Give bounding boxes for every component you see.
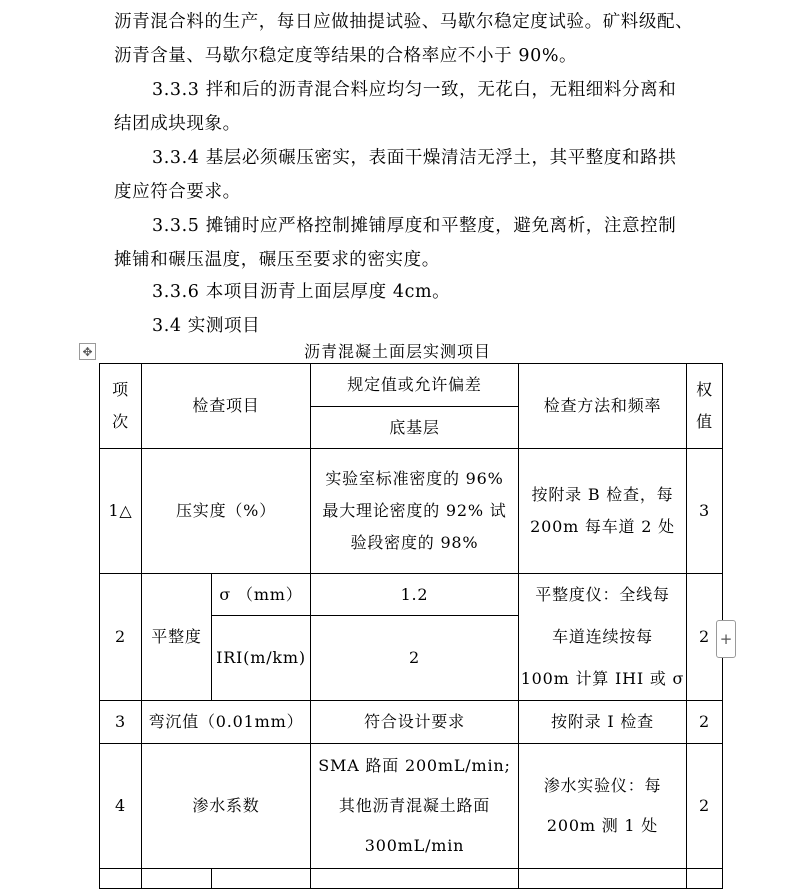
row-item-cell: 压实度（%） [142, 449, 311, 574]
body-paragraph-line: 沥青混合料的生产，每日应做抽提试验、马歇尔稳定度试验。矿料级配、 [114, 12, 694, 32]
table-row [100, 701, 723, 744]
header-no-cell [100, 364, 142, 449]
method-line: 平整度仪：全线每 [535, 585, 670, 604]
header-method-cell: 检查方法和频率 [519, 364, 687, 449]
header-no-line: 项 [112, 380, 129, 399]
row-item-cell: 平整度 [142, 574, 212, 701]
row-method-cell [519, 449, 687, 574]
row-no-cell: 3 [100, 701, 142, 744]
header-weight-cell [687, 364, 723, 449]
row-subitem-cell [212, 869, 311, 889]
row-subitem-cell: IRI(m/km) [212, 616, 311, 701]
spec-line: 最大理论密度的 92% 试 [322, 501, 507, 520]
row-spec-cell [311, 869, 519, 889]
method-line: 按附录 B 检查，每 [531, 485, 674, 504]
header-spec-cell: 规定值或允许偏差 [311, 364, 519, 407]
plus-icon[interactable]: + [716, 620, 736, 658]
section-3-3-5-line: 3.3.5 摊铺时应严格控制摊铺厚度和平整度，避免离析，注意控制 [152, 216, 677, 236]
row-item-cell [142, 869, 212, 889]
row-spec-cell: 符合设计要求 [311, 701, 519, 744]
row-method-cell [519, 869, 687, 889]
spec-line: 其他沥青混凝土路面 [338, 796, 491, 815]
body-paragraph-line: 沥青含量、马歇尔稳定度等结果的合格率应不小于 90%。 [114, 46, 578, 66]
header-weight-line: 权 [696, 380, 713, 399]
row-weight-cell [687, 869, 723, 889]
row-method-cell: 按附录 I 检查 [519, 701, 687, 744]
row-spec-cell: 1.2 [311, 574, 519, 616]
table-header-row [100, 364, 723, 407]
row-spec-cell [311, 449, 519, 574]
row-weight-cell: 2 [687, 744, 723, 869]
row-no-cell [100, 869, 142, 889]
method-line: 200m 测 1 处 [546, 816, 659, 835]
spec-line: 300mL/min [364, 836, 465, 855]
spec-line: SMA 路面 200mL/min; [318, 756, 511, 775]
section-3-3-3-line: 3.3.3 拌和后的沥青混合料应均匀一致，无花白，无粗细料分离和 [152, 80, 677, 100]
header-item-cell: 检查项目 [142, 364, 311, 449]
section-3-4-heading: 3.4 实测项目 [152, 316, 261, 336]
spec-line: 验段密度的 98% [350, 533, 479, 552]
move-icon[interactable]: ✥ [79, 343, 96, 360]
table-row [100, 744, 723, 869]
body-paragraph-line: 度应符合要求。 [114, 182, 241, 202]
row-no-cell: 1△ [100, 449, 142, 574]
section-3-3-6-line: 3.3.6 本项目沥青上面层厚度 4cm。 [152, 282, 451, 302]
method-line: 100m 计算 IHI 或 σ [520, 669, 685, 688]
row-weight-cell: 3 [687, 449, 723, 574]
method-line: 200m 每车道 2 处 [530, 517, 675, 536]
row-method-cell [519, 744, 687, 869]
row-subitem-cell: σ （mm） [212, 574, 311, 616]
body-paragraph-line: 摊铺和碾压温度，碾压至要求的密实度。 [114, 250, 440, 270]
row-spec-cell [311, 744, 519, 869]
method-line: 渗水实验仪：每 [543, 776, 662, 795]
inspection-table [99, 363, 723, 889]
spec-line: 实验室标准密度的 96% [325, 469, 504, 488]
row-method-cell [519, 574, 687, 701]
row-weight-cell: 2 [687, 574, 723, 701]
body-paragraph-line: 结团成块现象。 [114, 114, 241, 134]
table-row [100, 574, 723, 616]
row-no-cell: 2 [100, 574, 142, 701]
row-item-cell: 弯沉值（0.01mm） [142, 701, 311, 744]
row-weight-cell: 2 [687, 701, 723, 744]
section-3-3-4-line: 3.3.4 基层必须碾压密实，表面干燥清洁无浮土，其平整度和路拱 [152, 148, 677, 168]
table-caption: 沥青混凝土面层实测项目 [303, 342, 491, 361]
header-no-line: 次 [112, 412, 129, 431]
table-row [100, 449, 723, 574]
header-weight-line: 值 [696, 412, 713, 431]
row-spec-cell: 2 [311, 616, 519, 701]
row-item-cell: 渗水系数 [142, 744, 311, 869]
header-spec-sub-cell: 底基层 [311, 407, 519, 449]
table-row-partial [100, 869, 723, 889]
method-line: 车道连续按每 [552, 627, 653, 646]
row-no-cell: 4 [100, 744, 142, 869]
